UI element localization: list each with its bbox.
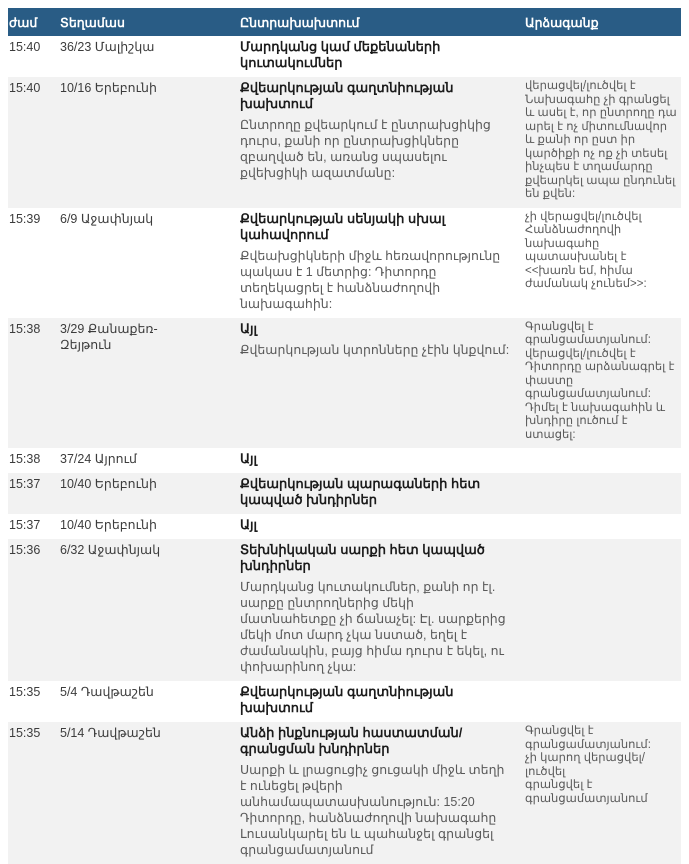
cell-violation xyxy=(234,318,522,449)
column-header-precinct: Տեղամաս xyxy=(48,8,234,36)
cell-time: 15:40 xyxy=(9,40,41,54)
response-line: չի վերացվել/լուծվել xyxy=(525,210,642,223)
cell-precinct: 5/14 Դավթաշեն xyxy=(48,722,234,864)
cell-response xyxy=(522,514,681,539)
violation-title: Քվեարկության սենյակի սխալ կահավորում xyxy=(240,210,446,242)
response-line: Գրանցվել է գրանցամատյանում: xyxy=(525,320,651,346)
cell-violation xyxy=(234,681,522,722)
table-row xyxy=(8,208,681,318)
response-line: Հանձնաժողովի նախագահը պատասխանել է <<խառն եմ, հիմա ժամանակ չունեմ>>: xyxy=(525,224,647,290)
cell-precinct: 6/9 Աջափնյակ xyxy=(60,211,154,226)
cell-response xyxy=(522,722,681,864)
response-line: վերացվել/լուծվել է xyxy=(525,347,636,360)
table-row xyxy=(8,318,681,449)
violation-title: Քվեարկության գաղտնիության խախտում xyxy=(240,684,454,715)
cell-precinct: 6/32 Աջափնյակ xyxy=(48,539,234,681)
cell-time: 15:38 xyxy=(8,318,48,449)
cell-precinct: 37/24 Այրում xyxy=(60,452,137,466)
table-row xyxy=(8,514,681,539)
violation-title: Տեխնիկական սարքի հետ կապված խնդիրներ xyxy=(240,542,485,573)
response-line: վերացվել/լուծվել է xyxy=(525,80,636,92)
violation-title: Քվեարկության պարագաների հետ կապված խնդիրներ xyxy=(240,476,481,507)
cell-time: 15:35 xyxy=(9,685,41,699)
table-row xyxy=(8,36,681,77)
table-row xyxy=(8,539,681,681)
table-row xyxy=(8,448,681,473)
column-header-response: Արձագանք xyxy=(522,8,681,36)
header-row xyxy=(8,8,681,36)
response-line: Դիտորդը արձանագրել է փաստը գրանցամատյանում: Դիմել է նախագահին և խնդիրը լուծում է ստացել: xyxy=(525,361,675,441)
cell-response xyxy=(522,208,681,318)
table-row xyxy=(8,77,681,208)
cell-precinct: 10/40 Երեբունի xyxy=(60,518,157,532)
cell-violation xyxy=(234,448,522,473)
table-header xyxy=(8,8,681,36)
violation-description: Մարդկանց կուտակումներ, քանի որ էլ. սարքը ընտրողներից մեկի մատնահետքը չի ճանաչել: Էլ. սարքերից մեկի մոտ մարդ չկա նստած, եղել է ժամանակին, բայց հիմա դուրս է եկել, ու փոխարինող չկա: xyxy=(240,580,506,674)
violations-report xyxy=(8,8,681,864)
cell-violation xyxy=(234,77,522,208)
cell-violation xyxy=(234,36,522,77)
cell-response xyxy=(522,77,681,208)
cell-precinct: 36/23 Մալիշկա xyxy=(60,40,155,54)
table-row xyxy=(8,681,681,722)
cell-time: 15:35 xyxy=(8,722,48,864)
cell-precinct: 10/16 Երեբունի xyxy=(48,77,234,208)
violation-title: Այլ xyxy=(240,451,258,466)
violation-title: Անձի ինքնության հաստատման/գրանցման խնդիրներ xyxy=(240,725,463,756)
response-line: գրանցվել է գրանցամատյանում xyxy=(525,779,648,805)
cell-violation xyxy=(234,722,522,864)
cell-violation xyxy=(234,208,522,318)
violation-description: Ընտրողը քվեարկում է ընտրախցիկից դուրս, քանի որ ընտրախցիկները զբաղված են, առանց սպասելու քվեխցիկի ազատմանը: xyxy=(240,118,491,180)
table-row xyxy=(8,722,681,864)
violation-description: Քվեախցիկների միջև հեռավորությունը պակաս է 1 մետրից: Դիտորդը տեղեկացրել է հանձնաժողովի նախագահին: xyxy=(240,248,501,311)
cell-violation xyxy=(234,473,522,514)
violations-table xyxy=(8,8,681,864)
response-line: Գրանցվել է գրանցամատյանում: xyxy=(525,725,651,751)
cell-time: 15:38 xyxy=(9,452,41,466)
cell-precinct: 5/4 Դավթաշեն xyxy=(60,685,154,699)
cell-response xyxy=(522,473,681,514)
cell-precinct: 3/29 Քանաքեռ-Զեյթուն xyxy=(48,318,234,449)
cell-time: 15:37 xyxy=(8,473,48,514)
cell-time: 15:36 xyxy=(8,539,48,681)
cell-response xyxy=(522,448,681,473)
cell-response xyxy=(522,681,681,722)
table-body xyxy=(8,36,681,864)
cell-violation xyxy=(234,539,522,681)
response-line: Նախագահը չի գրանցել և ասել է, որ ընտրողը դա արել է ոչ միտումնավոր և քանի որ ըստ իր կարծիքի ոչ ոք չի տեսել ինչպես է տղամարդը քվեարկել ապա ընդունել են քվեն: xyxy=(525,93,677,200)
violation-title: Այլ xyxy=(240,517,258,532)
column-header-violation: Ընտրախախտում xyxy=(234,8,522,36)
cell-response xyxy=(522,318,681,449)
cell-time: 15:40 xyxy=(8,77,48,208)
violation-title: Այլ xyxy=(240,320,258,336)
violation-description: Քվեարկության կտրոնները չէին կնքվում: xyxy=(240,342,510,357)
cell-time: 15:37 xyxy=(9,518,41,532)
cell-response xyxy=(522,36,681,77)
cell-precinct: 10/40 Երեբունի xyxy=(48,473,234,514)
cell-response xyxy=(522,539,681,681)
cell-violation xyxy=(234,514,522,539)
cell-time: 15:39 xyxy=(9,211,41,226)
column-header-time: ժամ xyxy=(8,8,48,36)
response-line: չի կարող վերացվել/լուծվել xyxy=(525,752,645,778)
table-row xyxy=(8,473,681,514)
violation-description: Սարքի և լրացուցիչ ցուցակի միջև տեղի է ունեցել թվերի անհամապատասխանություն: 15:20 Դիտորդը, հանձնաժողովի նախագահը Լուսանկարել են և պահանջել գրանցել գրանցամատյանում xyxy=(240,763,505,857)
violation-title: Մարդկանց կամ մեքենաների կուտակումներ xyxy=(240,39,441,70)
violation-title: Քվեարկության գաղտնիության խախտում xyxy=(240,80,454,111)
